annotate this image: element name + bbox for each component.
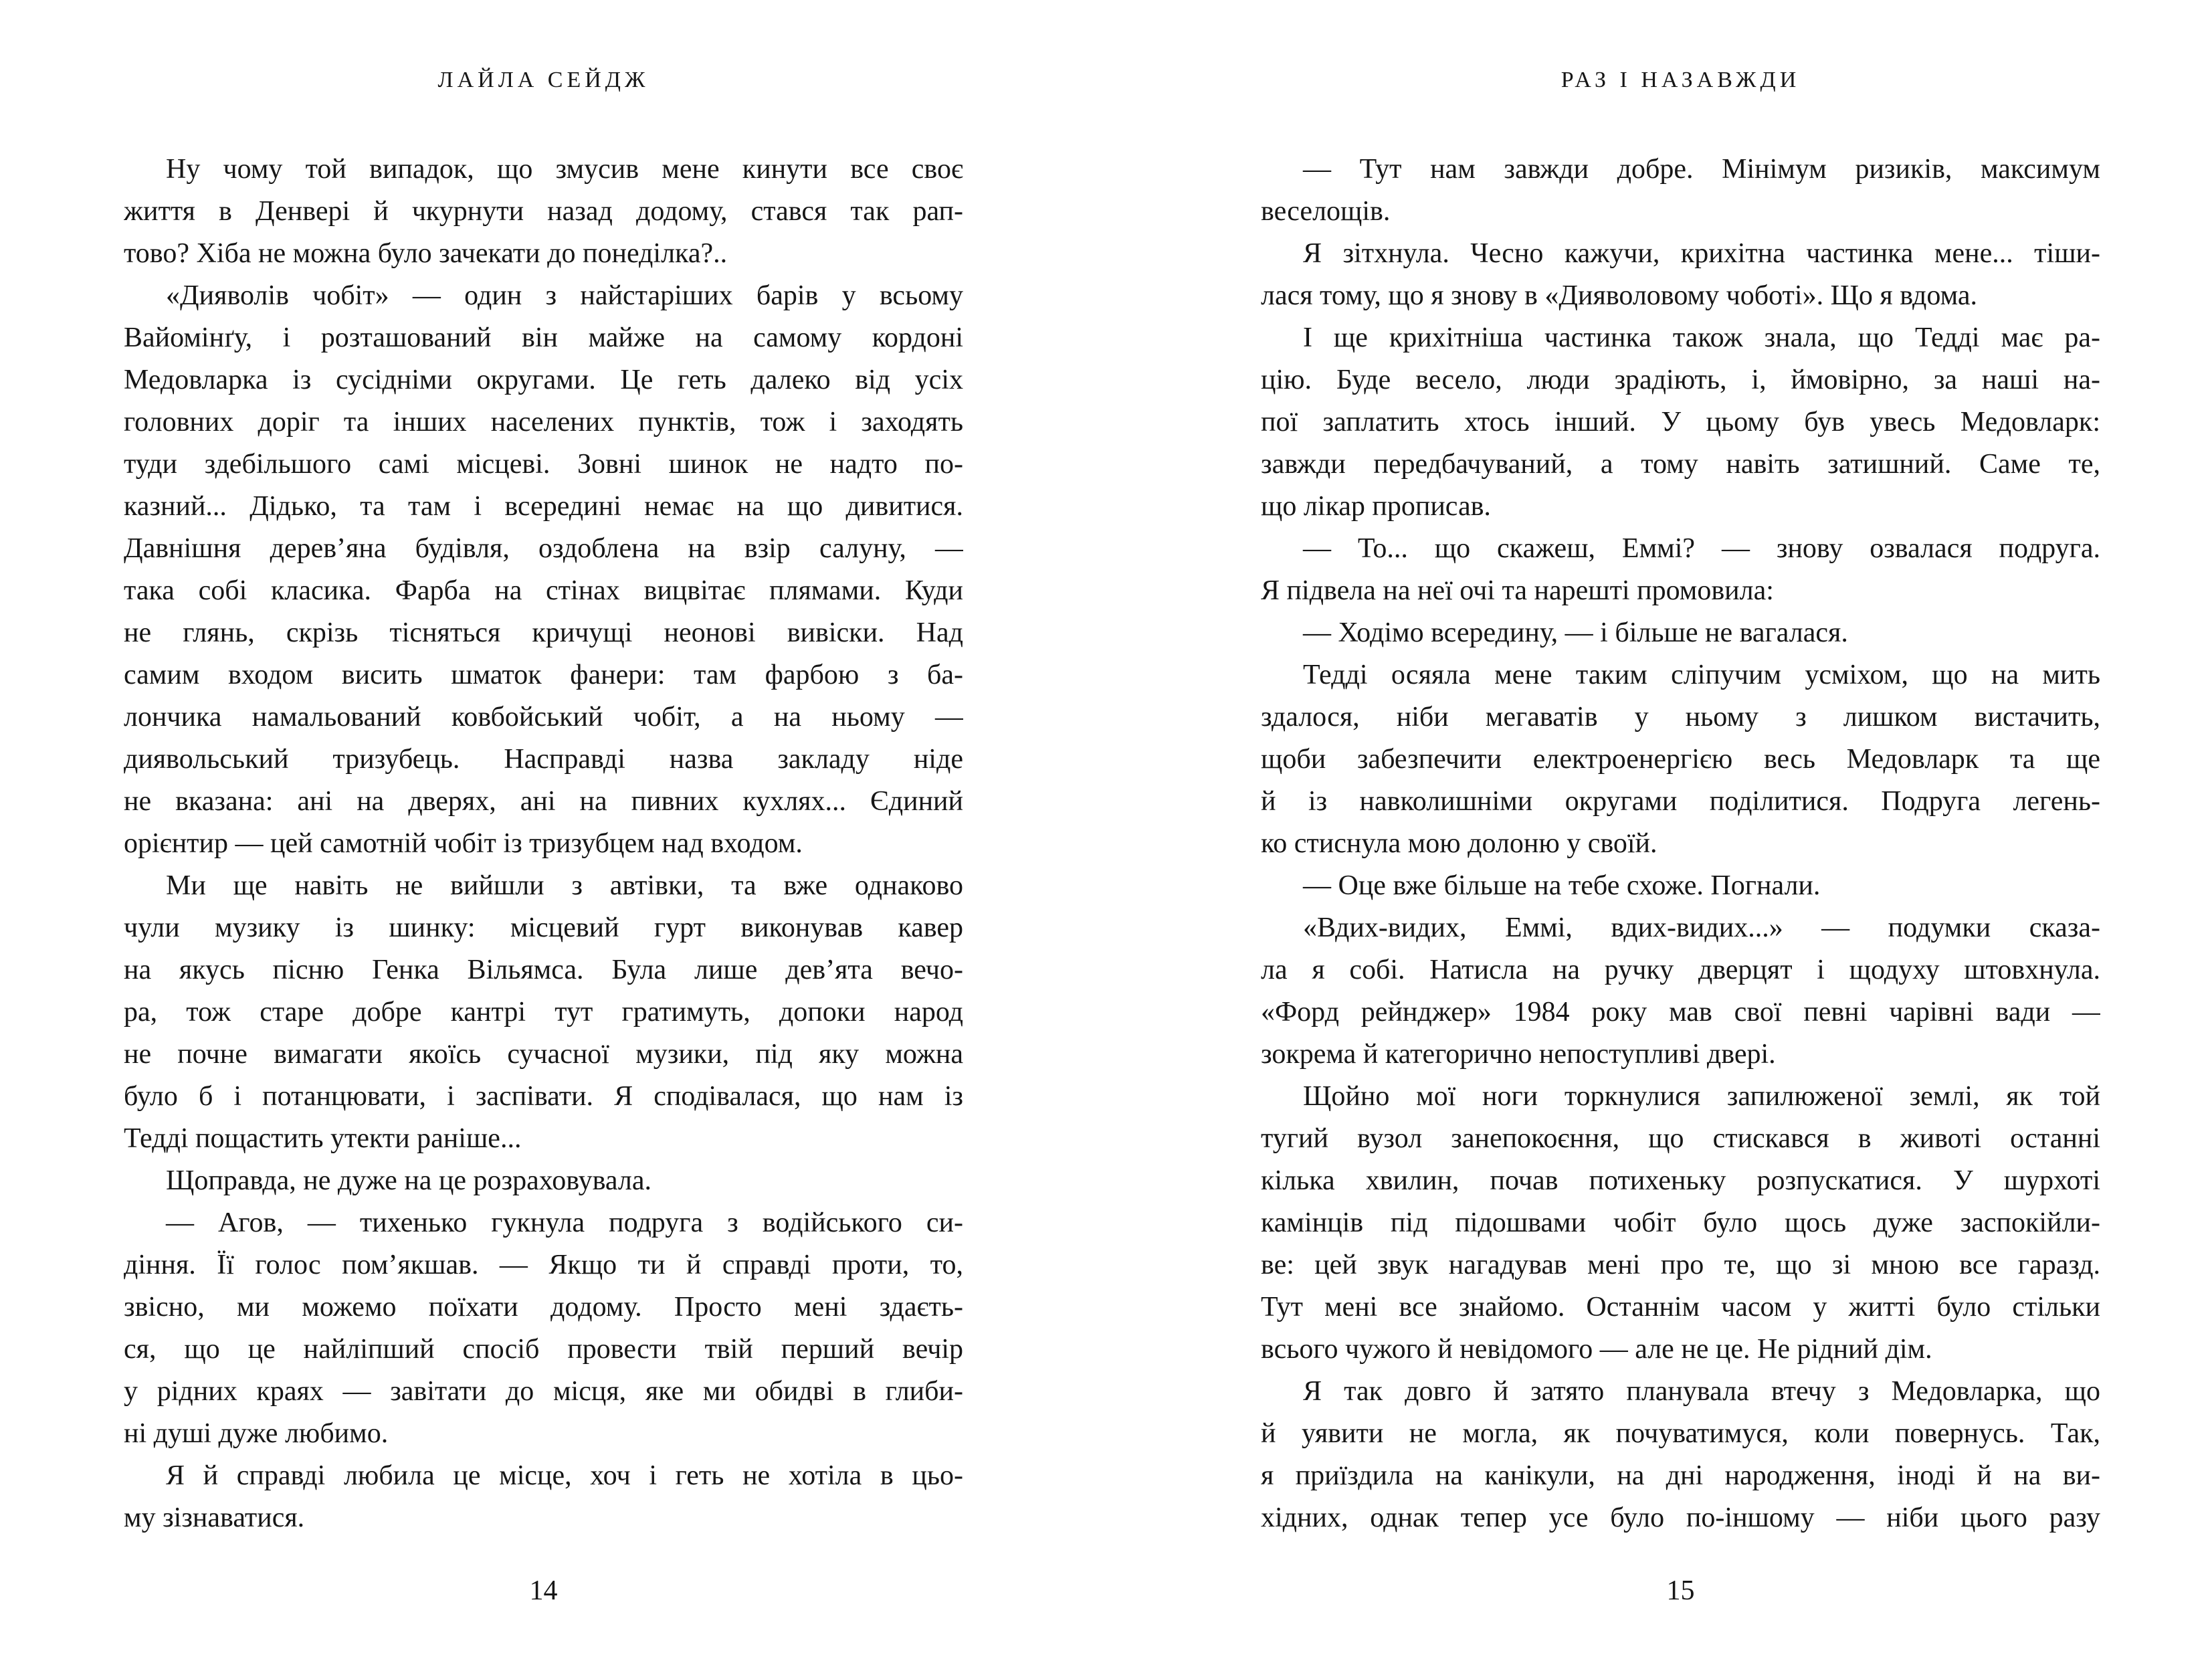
text-line: цію. Буде весело, люди зрадіють, і, ймовірно, за наші на- <box>1261 365 2100 395</box>
text-line: Щоправда, не дуже на це розраховувала. <box>166 1165 651 1196</box>
text-line: — Тут нам завжди добре. Мінімум ризиків, максимум <box>1303 154 2100 185</box>
right-running-header: РАЗ І НАЗАВЖДИ <box>1561 68 1801 92</box>
left-running-header: ЛАЙЛА СЕЙДЖ <box>437 68 649 92</box>
text-line: ра, тож старе добре кантрі тут гратимуть, допоки народ <box>124 997 963 1028</box>
text-line: лася тому, що я знову в «Дияволовому чоботі». Що я вдома. <box>1261 280 1978 311</box>
text-line: ве: цей звук нагадував мені про те, що зі мною все гаразд. <box>1261 1250 2100 1280</box>
text-line: ся, що це найліпший спосіб провести твій перший вечір <box>124 1334 963 1365</box>
text-line: «Форд рейнджер» 1984 року мав свої певні чарівні вади — <box>1261 997 2100 1028</box>
text-line: здалося, ніби мегаватів у ньому з лишком вистачить, <box>1261 702 2100 733</box>
text-line: тово? Хіба не можна було зачекати до понеділка?.. <box>124 238 728 269</box>
text-line: що лікар прописав. <box>1261 491 1491 522</box>
text-line: І ще крихітніша частинка також знала, що Тедді має ра- <box>1303 322 2100 353</box>
text-line: кілька хвилин, почав потихеньку розпускатися. У шурхоті <box>1261 1165 2100 1196</box>
text-line: — Агов, — тихенько гукнула подруга з водійського си- <box>166 1207 963 1238</box>
right-page <box>1261 0 2100 1659</box>
text-line: камінців під підошвами чобіт було щось дуже заспокійли- <box>1261 1207 2100 1238</box>
text-line: ні душі дуже любимо. <box>124 1418 389 1449</box>
left-text-block <box>124 149 963 1539</box>
text-line: Я підвела на неї очі та нарешті промовила: <box>1261 575 1774 606</box>
text-line: й уявити не могла, як почуватимуся, коли повернусь. Так, <box>1261 1418 2100 1449</box>
text-line: Я й справді любила це місце, хоч і геть не хотіла в цьо- <box>166 1460 963 1491</box>
text-line: «Дияволів чобіт» — один з найстаріших барів у всьому <box>166 280 963 311</box>
text-line: не вказана: ані на дверях, ані на пивних кухлях... Єдиний <box>124 786 963 817</box>
text-line: всього чужого й невідомого — але не це. Не рідний дім. <box>1261 1334 1932 1365</box>
text-line: Я зітхнула. Чесно кажучи, крихітна частинка мене... тіши- <box>1303 238 2100 269</box>
text-line: зокрема й категорично непоступливі двері. <box>1261 1039 1776 1070</box>
text-line: Я так довго й затято планувала втечу з Медовларка, що <box>1303 1376 2100 1407</box>
text-line: веселощів. <box>1261 196 1391 227</box>
text-line: казний... Дідько, та там і всередині немає на що дивитися. <box>124 491 963 522</box>
text-line: не глянь, скрізь тісняться кричущі неонові вивіски. Над <box>124 617 963 648</box>
text-line: щоби забезпечити електроенергією весь Медовларк та ще <box>1261 744 2100 775</box>
text-line: Ну чому той випадок, що змусив мене кинути все своє <box>166 154 963 185</box>
text-line: Давнішня дерев’яна будівля, оздоблена на взір салуну, — <box>124 533 963 564</box>
text-line: лончика намальований ковбойський чобіт, а на ньому — <box>124 702 963 733</box>
left-page <box>124 0 963 1659</box>
text-line: я приїздила на канікули, на дні народження, іноді й на ви- <box>1261 1460 2100 1491</box>
text-line: ла я собі. Натисла на ручку дверцят і щодуху штовхнула. <box>1261 955 2100 985</box>
text-line: на якусь пісню Генка Вільямса. Була лише дев’ята вечо- <box>124 955 963 985</box>
text-line: не почне вимагати якоїсь сучасної музики, під яку можна <box>124 1039 963 1070</box>
text-line: Тедді осяяла мене таким сліпучим усміхом, що на мить <box>1303 660 2100 690</box>
text-line: головних доріг та інших населених пунктів, тож і заходять <box>124 407 963 437</box>
text-line: — Оце вже більше на тебе схоже. Погнали. <box>1303 870 1821 901</box>
text-line: життя в Денвері й чкурнути назад додому, стався так рап- <box>124 196 963 227</box>
text-line: диявольський тризубець. Насправді назва закладу ніде <box>124 744 963 775</box>
text-line: орієнтир — цей самотній чобіт із тризубцем над входом. <box>124 828 803 859</box>
text-line: Вайомінґу, і розташований він майже на самому кордоні <box>124 322 963 353</box>
text-line: така собі класика. Фарба на стінах вицвітає плямами. Куди <box>124 575 963 606</box>
text-line: туди здебільшого самі місцеві. Зовні шинок не надто по- <box>124 449 963 480</box>
text-line: самим входом висить шматок фанери: там фарбою з ба- <box>124 660 963 690</box>
left-page-number: 14 <box>529 1575 558 1606</box>
text-line: діння. Її голос пом’якшав. — Якщо ти й справді проти, то, <box>124 1250 963 1280</box>
text-line: у рідних краях — завітати до місця, яке ми обидві в глиби- <box>124 1376 963 1407</box>
text-line: «Вдих-видих, Еммі, вдих-видих...» — подумки сказа- <box>1303 912 2100 943</box>
text-line: завжди передбачуваний, а тому навіть затишний. Саме те, <box>1261 449 2100 480</box>
text-line: — Ходімо всередину, — і більше не вагалася. <box>1303 617 1848 648</box>
text-line: — То... що скажеш, Еммі? — знову озвалася подруга. <box>1303 533 2100 564</box>
text-line: Тут мені все знайомо. Останнім часом у житті було стільки <box>1261 1292 2100 1323</box>
right-text-block <box>1261 149 2100 1539</box>
text-line: тугий вузол занепокоєння, що стискався в животі останні <box>1261 1123 2100 1154</box>
text-line: му зізнаватися. <box>124 1502 305 1533</box>
text-line: пої заплатить хтось інший. У цьому був увесь Медовларк: <box>1261 407 2100 437</box>
text-line: й із навколишніми округами поділитися. Подруга легень- <box>1261 786 2100 817</box>
text-line: чули музику із шинку: місцевий гурт виконував кавер <box>124 912 963 943</box>
text-line: ко стиснула мою долоню у своїй. <box>1261 828 1657 859</box>
text-line: Ми ще навіть не вийшли з автівки, та вже однаково <box>166 870 963 901</box>
text-line: Щойно мої ноги торкнулися запилюженої землі, як той <box>1303 1081 2100 1112</box>
text-line: було б і потанцювати, і заспівати. Я сподівалася, що нам із <box>124 1081 963 1112</box>
text-line: хідних, однак тепер усе було по-іншому — ніби цього разу <box>1261 1502 2100 1533</box>
text-line: Медовларка із сусідніми округами. Це геть далеко від усіх <box>124 365 963 395</box>
text-line: звісно, ми можемо поїхати додому. Просто мені здаєть- <box>124 1292 963 1323</box>
text-line: Тедді пощастить утекти раніше... <box>124 1123 522 1154</box>
right-page-number: 15 <box>1666 1575 1695 1606</box>
